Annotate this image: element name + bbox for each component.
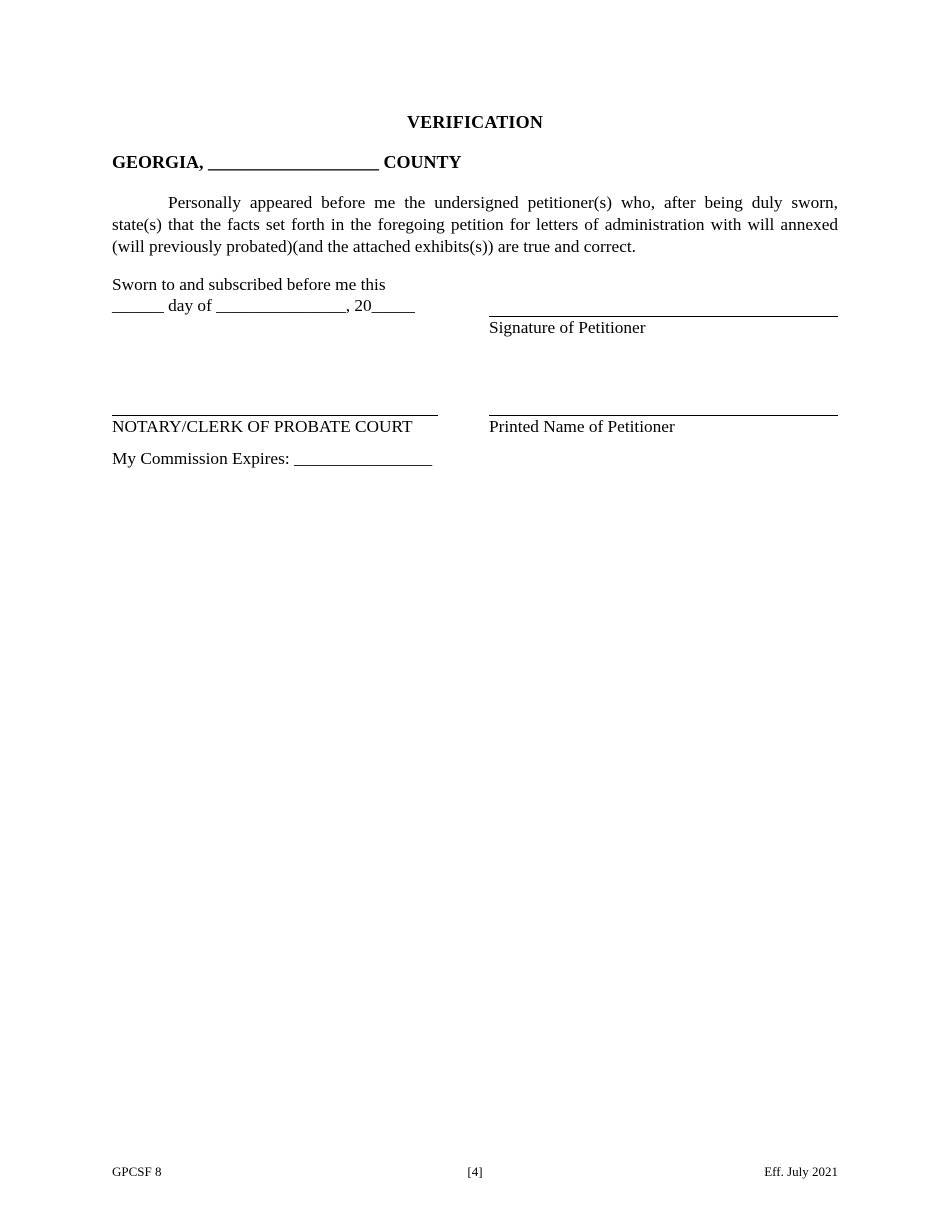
notary-label: NOTARY/CLERK OF PROBATE COURT [112,417,413,436]
signature-label: Signature of Petitioner [489,318,646,337]
commission-expires: My Commission Expires: ________________ [112,449,433,468]
verification-paragraph: Personally appeared before me the undersigned petitioner(s) who, after being duly sworn, state(s) that the facts set forth in the foregoing petition for letters of administration with will annexed (will previously probated)(and the attached exhibits(s)) are true and correct. [112,193,838,256]
printed-name-label: Printed Name of Petitioner [489,417,675,436]
footer-page-number: [4] [467,1164,483,1179]
footer-form-id: GPCSF 8 [112,1164,162,1179]
printed-name-line [489,415,838,416]
page-title: VERIFICATION [406,112,544,132]
county-line: GEORGIA, ___________________ COUNTY [112,152,462,172]
sworn-statement: Sworn to and subscribed before me this [112,275,386,294]
sworn-date-line: ______ day of _______________, 20_____ [112,296,415,315]
signature-line [489,316,838,317]
footer-effective-date: Eff. July 2021 [764,1164,838,1179]
notary-signature-line [112,415,438,416]
